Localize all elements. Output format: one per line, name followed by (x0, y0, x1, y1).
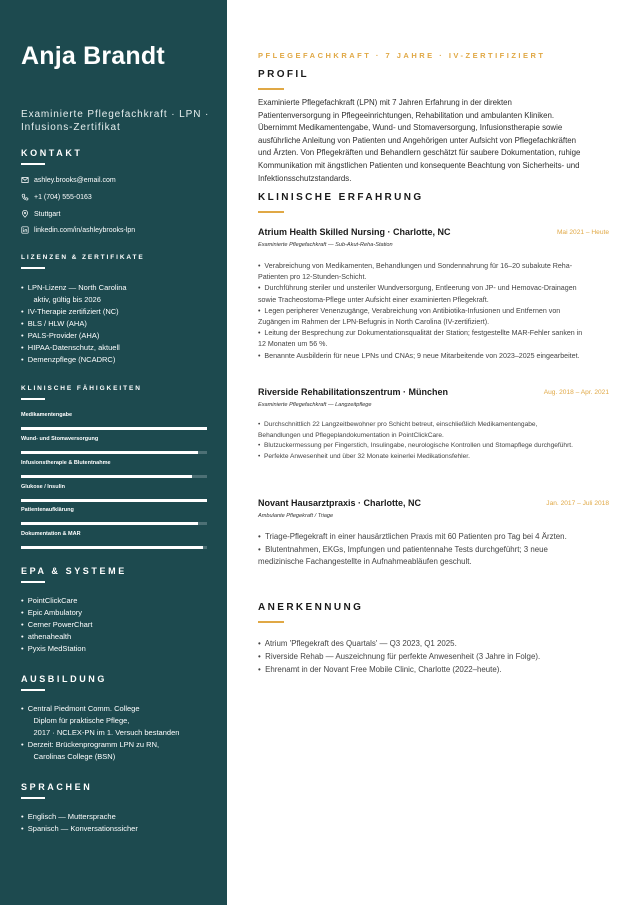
job-bullets (258, 261, 613, 362)
job-bullet-line: • Verabreichung von Medikamenten, Behandlungen und Sondennahrung für 16–20 subakute Reha- (258, 262, 573, 270)
job-title: Novant Hausarztpraxis · Charlotte, NC (258, 498, 422, 508)
profile-line: ausführliche Anleitung von Patienten und Angehörigen unter Aufsicht von Pflegefachkräften (258, 135, 577, 145)
skills-divider (21, 398, 45, 400)
education-list (21, 703, 216, 763)
recognition-line: • Ehrenamt in der Novant Free Mobile Clinic, Charlotte (2022–heute). (258, 665, 502, 674)
job-title: Riverside Rehabilitationszentrum · München (258, 387, 449, 397)
recognition-line: • Riverside Rehab — Auszeichnung für perfekte Anwesenheit (3 Jahre in Folge). (258, 652, 541, 661)
job-bullets (258, 420, 613, 462)
job-bullet-line: • Perfekte Anwesenheit und über 32 Monate keinerlei Medikationsfehler. (258, 452, 470, 460)
phone-icon (21, 193, 29, 201)
skill-bar-fill (21, 475, 192, 478)
skill-bar (21, 546, 207, 549)
profile-line: und Ärzten. Von Pflegekräften und Behandlern geschätzt für saubere Dokumentation, ruhige (258, 148, 581, 158)
job-bullet-line: • Blutentnahmen, EKGs, Impfungen und patientennahe Tests durchgeführt; 3 neue (258, 544, 548, 554)
skill-bar (21, 475, 207, 478)
skill-bar (21, 451, 207, 454)
job-bullet-line: Behandlungen und Pflegeplandokumentation in PointClickCare. (258, 431, 444, 439)
skill-bar-fill (21, 522, 198, 525)
skill-bar-fill (21, 427, 207, 430)
education-line: • Derzeit: Brückenprogramm LPN zu RN, (21, 740, 160, 749)
job-bullet-line: • Triage-Pflegekraft in einer hausärztlichen Praxis mit 60 Patienten pro Tag bei 4 Ärzten. (258, 532, 567, 541)
education-line: 2017 · NCLEX-PN im 1. Versuch bestanden (21, 728, 180, 737)
job-dates: Aug. 2018 – Apr. 2021 (543, 389, 609, 396)
role-eyebrow: PFLEGEFACHKRAFT · 7 JAHRE · IV-ZERTIFIZIERT (258, 51, 546, 60)
experience-divider (258, 211, 284, 213)
linkedin-icon (21, 226, 29, 234)
languages-divider (21, 797, 45, 799)
skill-label: Dokumentation & MAR (21, 531, 81, 537)
skill-bar (21, 499, 207, 502)
experience-heading: KLINISCHE ERFAHRUNG (258, 192, 424, 203)
language-line: • Englisch — Muttersprache (21, 812, 116, 821)
job-bullet-line: Zugängen im Rahmen der LPN-Befugnis in North Carolina (IV-zertifiziert). (258, 318, 490, 327)
profile-divider (258, 88, 284, 90)
skills-heading: KLINISCHE FÄHIGKEITEN (21, 385, 142, 392)
license-line: • Demenzpflege (NCADRC) (21, 355, 116, 364)
license-line: • LPN-Lizenz — North Carolina (21, 283, 127, 292)
profile-line: Patientenversorgung in Pflegeeinrichtungen, Rehabilitation und ambulanten Kliniken. (258, 110, 555, 120)
job-subtitle: Examinierte Pflegefachkraft — Langzeitpflege (258, 402, 372, 408)
job-title: Atrium Health Skilled Nursing · Charlotte, NC (258, 227, 451, 237)
contact-phone-text: +1 (704) 555-0163 (34, 193, 92, 201)
skill-bar (21, 522, 207, 525)
contact-email-text: ashley.brooks@email.com (34, 176, 116, 184)
job-bullet-line: sowie Tracheostoma-Pflege unter Aufsicht einer examinierten Pflegekraft. (258, 295, 489, 304)
profile-line: Examinierte Pflegefachkraft (LPN) mit 7 Jahren Erfahrung in der direkten (258, 98, 512, 107)
skill-bar-fill (21, 546, 203, 549)
skill-bar (21, 427, 207, 430)
education-divider (21, 689, 45, 691)
skill-label: Patientenaufklärung (21, 507, 74, 513)
language-line: • Spanisch — Konversationssicher (21, 824, 138, 833)
license-line: • PALS-Provider (AHA) (21, 331, 100, 340)
contact-divider (21, 163, 45, 165)
profile-line: Infektionsschutzstandards. (258, 173, 352, 183)
job-dates: Jan. 2017 – Juli 2018 (546, 500, 609, 507)
license-line: • IV-Therapie zertifiziert (NC) (21, 307, 119, 316)
skill-label: Wund- und Stomaversorgung (21, 436, 99, 442)
license-line: aktiv, gültig bis 2026 (21, 295, 101, 304)
skill-bar-fill (21, 499, 207, 502)
licenses-heading: LIZENZEN & ZERTIFIKATE (21, 254, 145, 261)
contact-linkedin[interactable] (21, 224, 135, 236)
recognition-line: • Atrium 'Pflegekraft des Quartals' — Q3 2023, Q1 2025. (258, 639, 457, 648)
job-subtitle: Ambulante Pflegekraft / Triage (258, 513, 334, 519)
skill-label: Infusionstherapie & Blutentnahme (21, 460, 111, 466)
system-line: • PointClickCare (21, 596, 78, 605)
job-bullet-line: • Durchführung steriler und unsteriler Wundversorgung, Entleerung von JP- und Hemovac-Drainagen (258, 284, 577, 293)
contact-email[interactable] (21, 174, 116, 186)
job-bullet-line: • Leitung der Besprechung zur Dokumentationsqualität der Station; festgestellte MAR-Fehler sanken in (258, 329, 583, 338)
languages-heading: SPRACHEN (21, 782, 93, 792)
candidate-name: Anja Brandt (21, 42, 165, 70)
main-content (227, 0, 640, 905)
job-dates: Mai 2021 – Heute (556, 229, 609, 236)
job-bullet-line: • Benannte Ausbilderin für neue LPNs und CNAs; 9 neue Mitarbeitende von 2023–2025 eingearbeitet. (258, 351, 580, 360)
location-icon (21, 210, 29, 218)
job-subtitle: Examinierte Pflegefachkraft — Sub-Akut-Reha-Station (258, 242, 393, 248)
system-line: • Pyxis MedStation (21, 644, 86, 653)
recognition-divider (258, 621, 284, 623)
license-line: • HIPAA-Datenschutz, aktuell (21, 343, 120, 352)
license-line: • BLS / HLW (AHA) (21, 319, 87, 328)
systems-divider (21, 581, 45, 583)
profile-line: Kommunikation mit ängstlichen Patienten und konsequente Beachtung von Sicherheits- und (258, 160, 580, 170)
education-line: • Central Piedmont Comm. College (21, 704, 140, 713)
system-line: • Epic Ambulatory (21, 608, 82, 617)
job-bullet-line: 12 Monaten um 56 %. (258, 340, 328, 349)
education-line: Diplom für praktische Pflege, (21, 716, 130, 725)
contact-phone[interactable] (21, 191, 92, 203)
job-bullet-line: • Legen peripherer Venenzugänge, Verabreichung von Antibiotika-Infusionen und Entfernen von (258, 306, 561, 315)
education-heading: AUSBILDUNG (21, 674, 107, 684)
licenses-list (21, 282, 216, 366)
recognition-heading: ANERKENNUNG (258, 602, 364, 613)
sidebar (0, 0, 227, 905)
licenses-divider (21, 267, 45, 269)
job-bullet-line: • Blutzuckermessung per Fingerstich, Insulingabe, neurologische Kontrollen und Stomapflege durchgeführt. (258, 442, 573, 449)
contact-linkedin-text: linkedin.com/in/ashleybrooks-lpn (34, 226, 136, 234)
skill-label: Medikamentengabe (21, 412, 73, 418)
skill-bar-fill (21, 451, 198, 454)
contact-location (21, 208, 60, 220)
system-line: • athenahealth (21, 632, 72, 641)
job-bullet-line: Patienten pro 12-Stunden-Schicht. (258, 273, 367, 282)
candidate-tagline: Examinierte Pflegefachkraft · LPN · Infusions-Zertifikat (21, 109, 210, 133)
profile-text (258, 97, 610, 185)
recognition-list (258, 637, 613, 676)
systems-heading: EPA & SYSTEME (21, 566, 127, 576)
profile-line: Übernimmt Medikamentengabe, Wund- und Stomaversorgung, Infusionstherapie sowie (258, 123, 563, 133)
system-line: • Cerner PowerChart (21, 620, 93, 629)
mail-icon (21, 176, 29, 184)
job-bullet-line: medizinische Fachangestellte in Aufnahmeabläufen geschult. (258, 557, 472, 566)
contact-heading: KONTAKT (21, 148, 83, 158)
skill-label: Glukose / Insulin (21, 484, 66, 490)
profile-heading: PROFIL (258, 69, 310, 80)
systems-list (21, 595, 216, 655)
contact-location-text: Stuttgart (34, 210, 61, 218)
job-bullets (258, 531, 613, 569)
education-line: Carolinas College (BSN) (21, 752, 116, 761)
job-bullet-line: • Durchschnittlich 22 Langzeitbewohner pro Schicht betreut, einschließlich Medikamentengabe, (258, 421, 538, 428)
languages-list (21, 811, 216, 835)
